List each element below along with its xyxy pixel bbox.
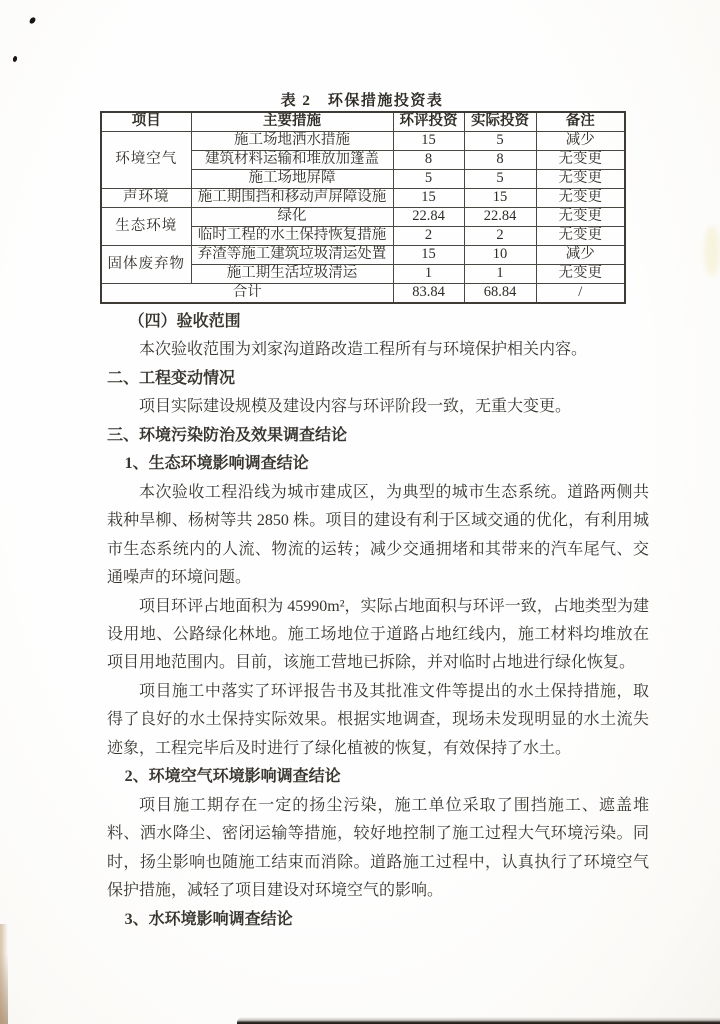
actual-value-cell: 1 [464, 265, 536, 284]
paragraph-ecology-3: 项目施工中落实了环评报告书及其批准文件等提出的水土保持措施，取得了良好的水土保持实际效果。根据实地调查，现场未发现明显的水土流失迹象，工程完毕后及时进行了绿化植被的恢复，有效保持了水土。 [107, 682, 649, 757]
table-row [101, 189, 625, 208]
paragraph-ecology-2: 项目环评占地面积为 45990m²，实际占地面积与环评一致，占地类型为建设用地、公路绿化林地。施工场地位于道路占地红线内，施工材料均堆放在项目用地范围内。目前，该施工营地已拆除，并对临时占地进行绿化恢复。 [107, 597, 649, 672]
ink-speck [12, 56, 17, 63]
note-cell: 无变更 [536, 227, 625, 246]
heading-pollution-conclusions: 三、环境污染防治及效果调查结论 [107, 426, 348, 444]
actual-value-cell: 22.84 [464, 208, 536, 227]
document-body [107, 308, 649, 934]
measure-cell: 施工场地屏障 [191, 170, 393, 189]
subheading-ecology-conclusion: 1、生态环境影响调查结论 [124, 455, 309, 473]
note-cell: 无变更 [536, 265, 625, 284]
eia-value-cell: 15 [393, 189, 464, 208]
table-total-row [101, 284, 625, 304]
measure-cell: 绿化 [191, 208, 393, 227]
measure-cell: 施工场地洒水措施 [191, 132, 393, 151]
note-cell: 无变更 [536, 151, 625, 170]
category-cell-ecology: 生态环境 [101, 208, 191, 246]
table-header-row [101, 112, 625, 132]
scan-edge-shadow-left [0, 924, 8, 1024]
table-row [101, 208, 625, 227]
total-actual-cell: 68.84 [464, 284, 536, 304]
category-cell-solid-waste: 固体废弃物 [101, 246, 191, 284]
actual-value-cell: 15 [464, 189, 536, 208]
measure-cell: 建筑材料运输和堆放加篷盖 [191, 151, 393, 170]
total-eia-cell: 83.84 [393, 284, 464, 304]
table-row [101, 246, 625, 265]
paragraph-acceptance-scope: 本次验收范围为刘家沟道路改造工程所有与环境保护相关内容。 [139, 341, 588, 359]
paragraph-air-1: 项目施工期存在一定的扬尘污染，施工单位采取了围挡施工、遮盖堆料、洒水降尘、密闭运输等措施，较好地控制了施工过程大气环境污染。同时，扬尘影响也随施工结束而消除。道路施工过程中，认真执行了环境空气保护措施，减轻了项目建设对环境空气的影响。 [107, 796, 649, 900]
measure-cell: 施工期围挡和移动声屏障设施 [191, 189, 393, 208]
scan-edge-shadow-bottom [237, 1017, 720, 1024]
measure-cell: 临时工程的水土保持恢复措施 [191, 227, 393, 246]
actual-value-cell: 5 [464, 132, 536, 151]
actual-value-cell: 2 [464, 227, 536, 246]
measure-cell: 弃渣等施工建筑垃圾清运处置 [191, 246, 393, 265]
note-cell: 无变更 [536, 170, 625, 189]
actual-value-cell: 8 [464, 151, 536, 170]
total-note-cell: / [536, 284, 625, 304]
paragraph-ecology-1: 本次验收工程沿线为城市建成区，为典型的城市生态系统。道路两侧共栽种旱柳、杨树等共 2850 株。项目的建设有利于区域交通的优化，有利用城市生态系统内的人流、物流的运转；减少交通拥堵和其带来的汽车尾气、交通噪声的环境问题。 [107, 483, 649, 587]
column-header-measure: 主要措施 [191, 112, 393, 132]
eia-value-cell: 8 [393, 151, 464, 170]
heading-acceptance-scope: （四）验收范围 [128, 313, 241, 330]
note-cell: 无变更 [536, 189, 625, 208]
table-caption: 表 2 环保措施投资表 [280, 93, 444, 109]
measure-cell: 施工期生活垃圾清运 [191, 265, 393, 284]
eia-value-cell: 5 [393, 170, 464, 189]
eia-value-cell: 2 [393, 227, 464, 246]
total-label-cell: 合计 [101, 284, 393, 304]
heading-project-changes: 二、工程变动情况 [107, 369, 236, 387]
scan-smudge [704, 226, 720, 276]
table-row [101, 132, 625, 151]
category-cell-noise: 声环境 [101, 189, 191, 208]
eia-value-cell: 15 [393, 246, 464, 265]
eia-value-cell: 15 [393, 132, 464, 151]
actual-value-cell: 10 [464, 246, 536, 265]
subheading-air-conclusion: 2、环境空气环境影响调查结论 [124, 768, 341, 786]
column-header-project: 项目 [101, 112, 191, 132]
column-header-eia-investment: 环评投资 [393, 112, 464, 132]
column-header-note: 备注 [536, 112, 625, 132]
ink-speck [28, 16, 36, 25]
note-cell: 无变更 [536, 208, 625, 227]
investment-table [100, 111, 626, 304]
eia-value-cell: 22.84 [393, 208, 464, 227]
category-cell-air: 环境空气 [101, 132, 191, 189]
eia-value-cell: 1 [393, 265, 464, 284]
note-cell: 减少 [536, 246, 625, 265]
paragraph-project-changes: 项目实际建设规模及建设内容与环评阶段一致，无重大变更。 [139, 398, 572, 416]
column-header-actual-investment: 实际投资 [464, 112, 536, 132]
note-cell: 减少 [536, 132, 625, 151]
subheading-water-conclusion: 3、水环境影响调查结论 [124, 910, 293, 928]
actual-value-cell: 5 [464, 170, 536, 189]
